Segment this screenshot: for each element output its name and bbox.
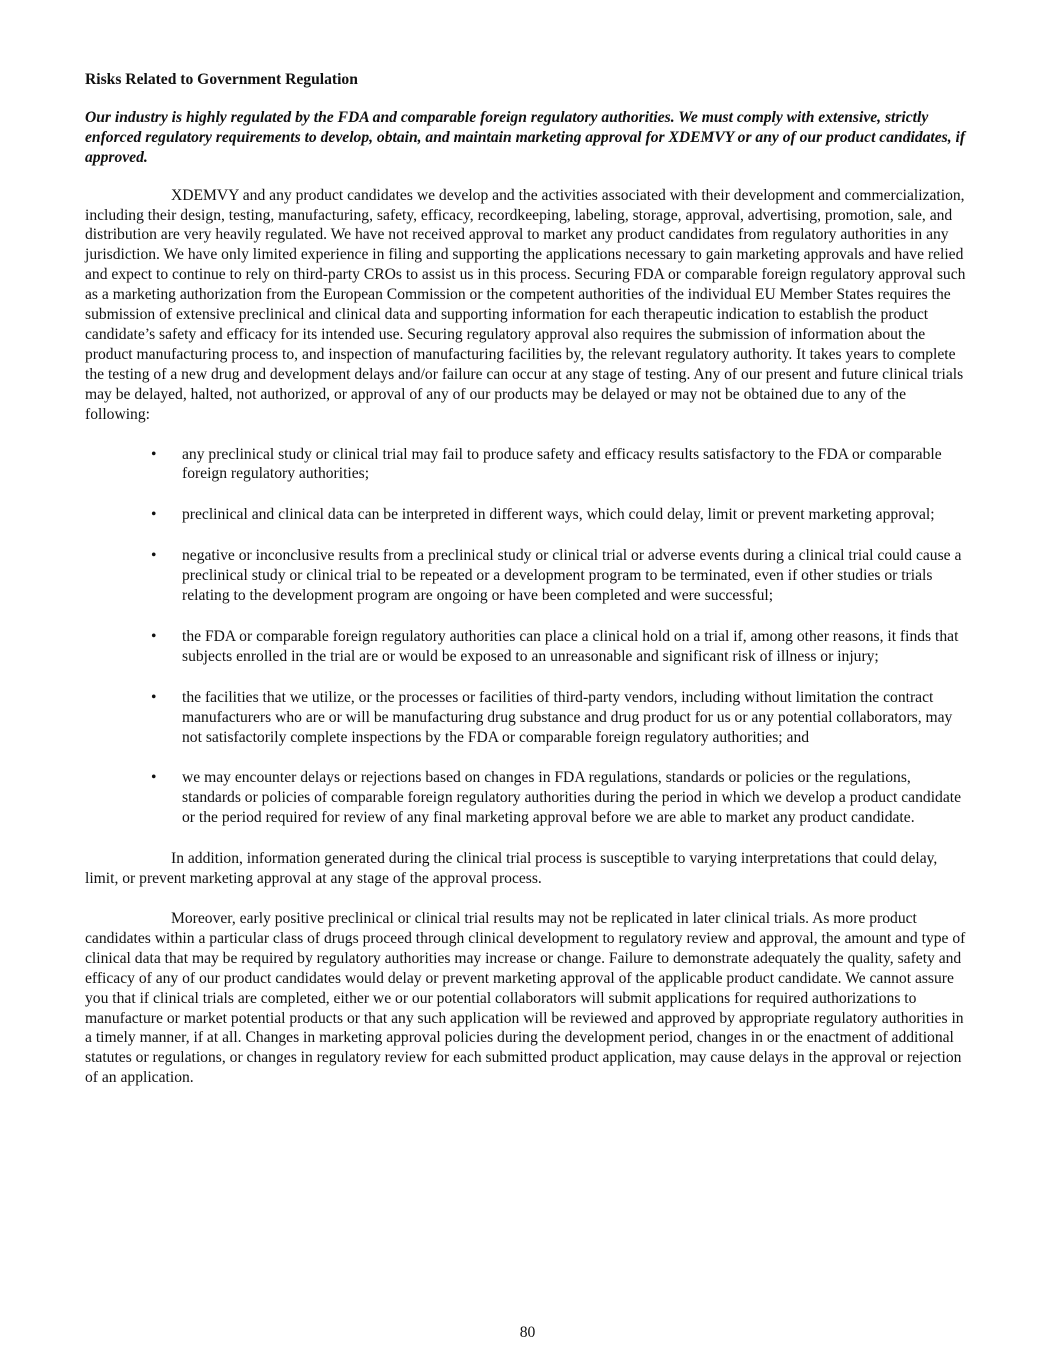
body-paragraph: In addition, information generated during the clinical trial process is susceptible to varying interpretations that could delay, limit, or prevent marketing approval at any stage of the approval process. xyxy=(85,850,938,888)
list-item-text: any preclinical study or clinical trial may fail to produce safety and efficacy results satisfactory to the FDA or comparable foreign regulatory authorities; xyxy=(182,445,942,483)
bullet-icon: • xyxy=(151,547,157,565)
document-page xyxy=(85,70,970,1108)
list-item-text: the FDA or comparable foreign regulatory authorities can place a clinical hold on a trial if, among other reasons, it finds that subjects enrolled in the trial are or would be exposed to an unreasonable and significant risk of illness or injury; xyxy=(182,627,959,665)
bullet-icon: • xyxy=(151,688,157,706)
list-item xyxy=(85,688,970,748)
section-heading: Risks Related to Government Regulation xyxy=(85,71,358,88)
list-item-text: negative or inconclusive results from a preclinical study or clinical trial or adverse events during a clinical trial could cause a preclinical study or clinical trial to be repeated or a development program to be terminated, even if other studies or trials relating to the development program are ongoing or have been completed and were successful; xyxy=(182,547,962,605)
bullet-icon: • xyxy=(151,627,157,645)
bullet-icon: • xyxy=(151,445,157,463)
bullet-icon: • xyxy=(151,769,157,787)
list-item-text: we may encounter delays or rejections based on changes in FDA regulations, standards or policies or the regulations, standards or policies of comparable foreign regulatory authorities during the period in which we develop a product candidate or the period required for review of any final marketing approval before we are able to market any product candidate. xyxy=(182,769,961,827)
risk-bullet-list xyxy=(85,445,970,829)
list-item-text: the facilities that we utilize, or the processes or facilities of third-party vendors, including without limitation the contract manufacturers who are or will be manufacturing drug substance and drug product for us or any potential collaborators, may not satisfactorily complete inspections by the FDA or comparable foreign regulatory authorities; and xyxy=(182,688,953,746)
list-item-text: preclinical and clinical data can be interpreted in different ways, which could delay, limit or prevent marketing approval; xyxy=(182,506,935,524)
risk-factor-title: Our industry is highly regulated by the FDA and comparable foreign regulatory authorities. We must comply with extensive, strictly enforced regulatory requirements to develop, obtain, and maintain marketing approval for XDEMVY or any of our product candidates, if approved. xyxy=(85,108,966,166)
body-paragraph: Moreover, early positive preclinical or clinical trial results may not be replicated in later clinical trials. As more product candidates within a particular class of drugs proceed through clinical development to regulatory review and approval, the amount and type of clinical data that may be required by regulatory authorities may increase or change. Failure to demonstrate adequately the quality, safety and efficacy of any of our product candidates would delay or prevent marketing approval of the applicable product candidate. We cannot assure you that if clinical trials are completed, either we or our potential collaborators will submit applications for required authorizations to manufacture or market potential products or that any such application will be reviewed and approved by appropriate regulatory authorities in a timely manner, if at all. Changes in marketing approval policies during the development period, changes in or the enactment of additional statutes or regulations, or changes in regulatory review for each submitted product application, may cause delays in the approval or rejection of an application. xyxy=(85,910,966,1087)
body-paragraph: XDEMVY and any product candidates we develop and the activities associated with their development and commercialization, including their design, testing, manufacturing, safety, efficacy, recordkeeping, labeling, storage, approval, advertising, promotion, sale, and distribution are very heavily regulated. We have not received approval to market any product candidates from regulatory authorities in any jurisdiction. We have only limited experience in filing and supporting the applications necessary to gain marketing approvals and have relied and expect to continue to rely on third-party CROs to assist us in this process. Securing FDA or comparable foreign regulatory approval such as a marketing authorization from the European Commission or the competent authorities of the individual EU Member States requires the submission of extensive preclinical and clinical data and supporting information for each therapeutic indication to establish the product candidate’s safety and efficacy for its intended use. Securing regulatory approval also requires the submission of information about the product manufacturing process to, and inspection of manufacturing facilities by, the relevant regulatory authority. It takes years to complete the testing of a new drug and development delays and/or failure can occur at any stage of testing. Any of our present and future clinical trials may be delayed, halted, not authorized, or approval of any of our products may be delayed or may not be obtained due to any of the following: xyxy=(85,186,966,423)
bullet-icon: • xyxy=(151,506,157,524)
page-number: 80 xyxy=(519,1324,536,1341)
list-item xyxy=(85,445,970,485)
list-item xyxy=(85,627,970,667)
list-item xyxy=(85,546,970,606)
list-item xyxy=(85,768,970,828)
list-item xyxy=(85,505,970,525)
